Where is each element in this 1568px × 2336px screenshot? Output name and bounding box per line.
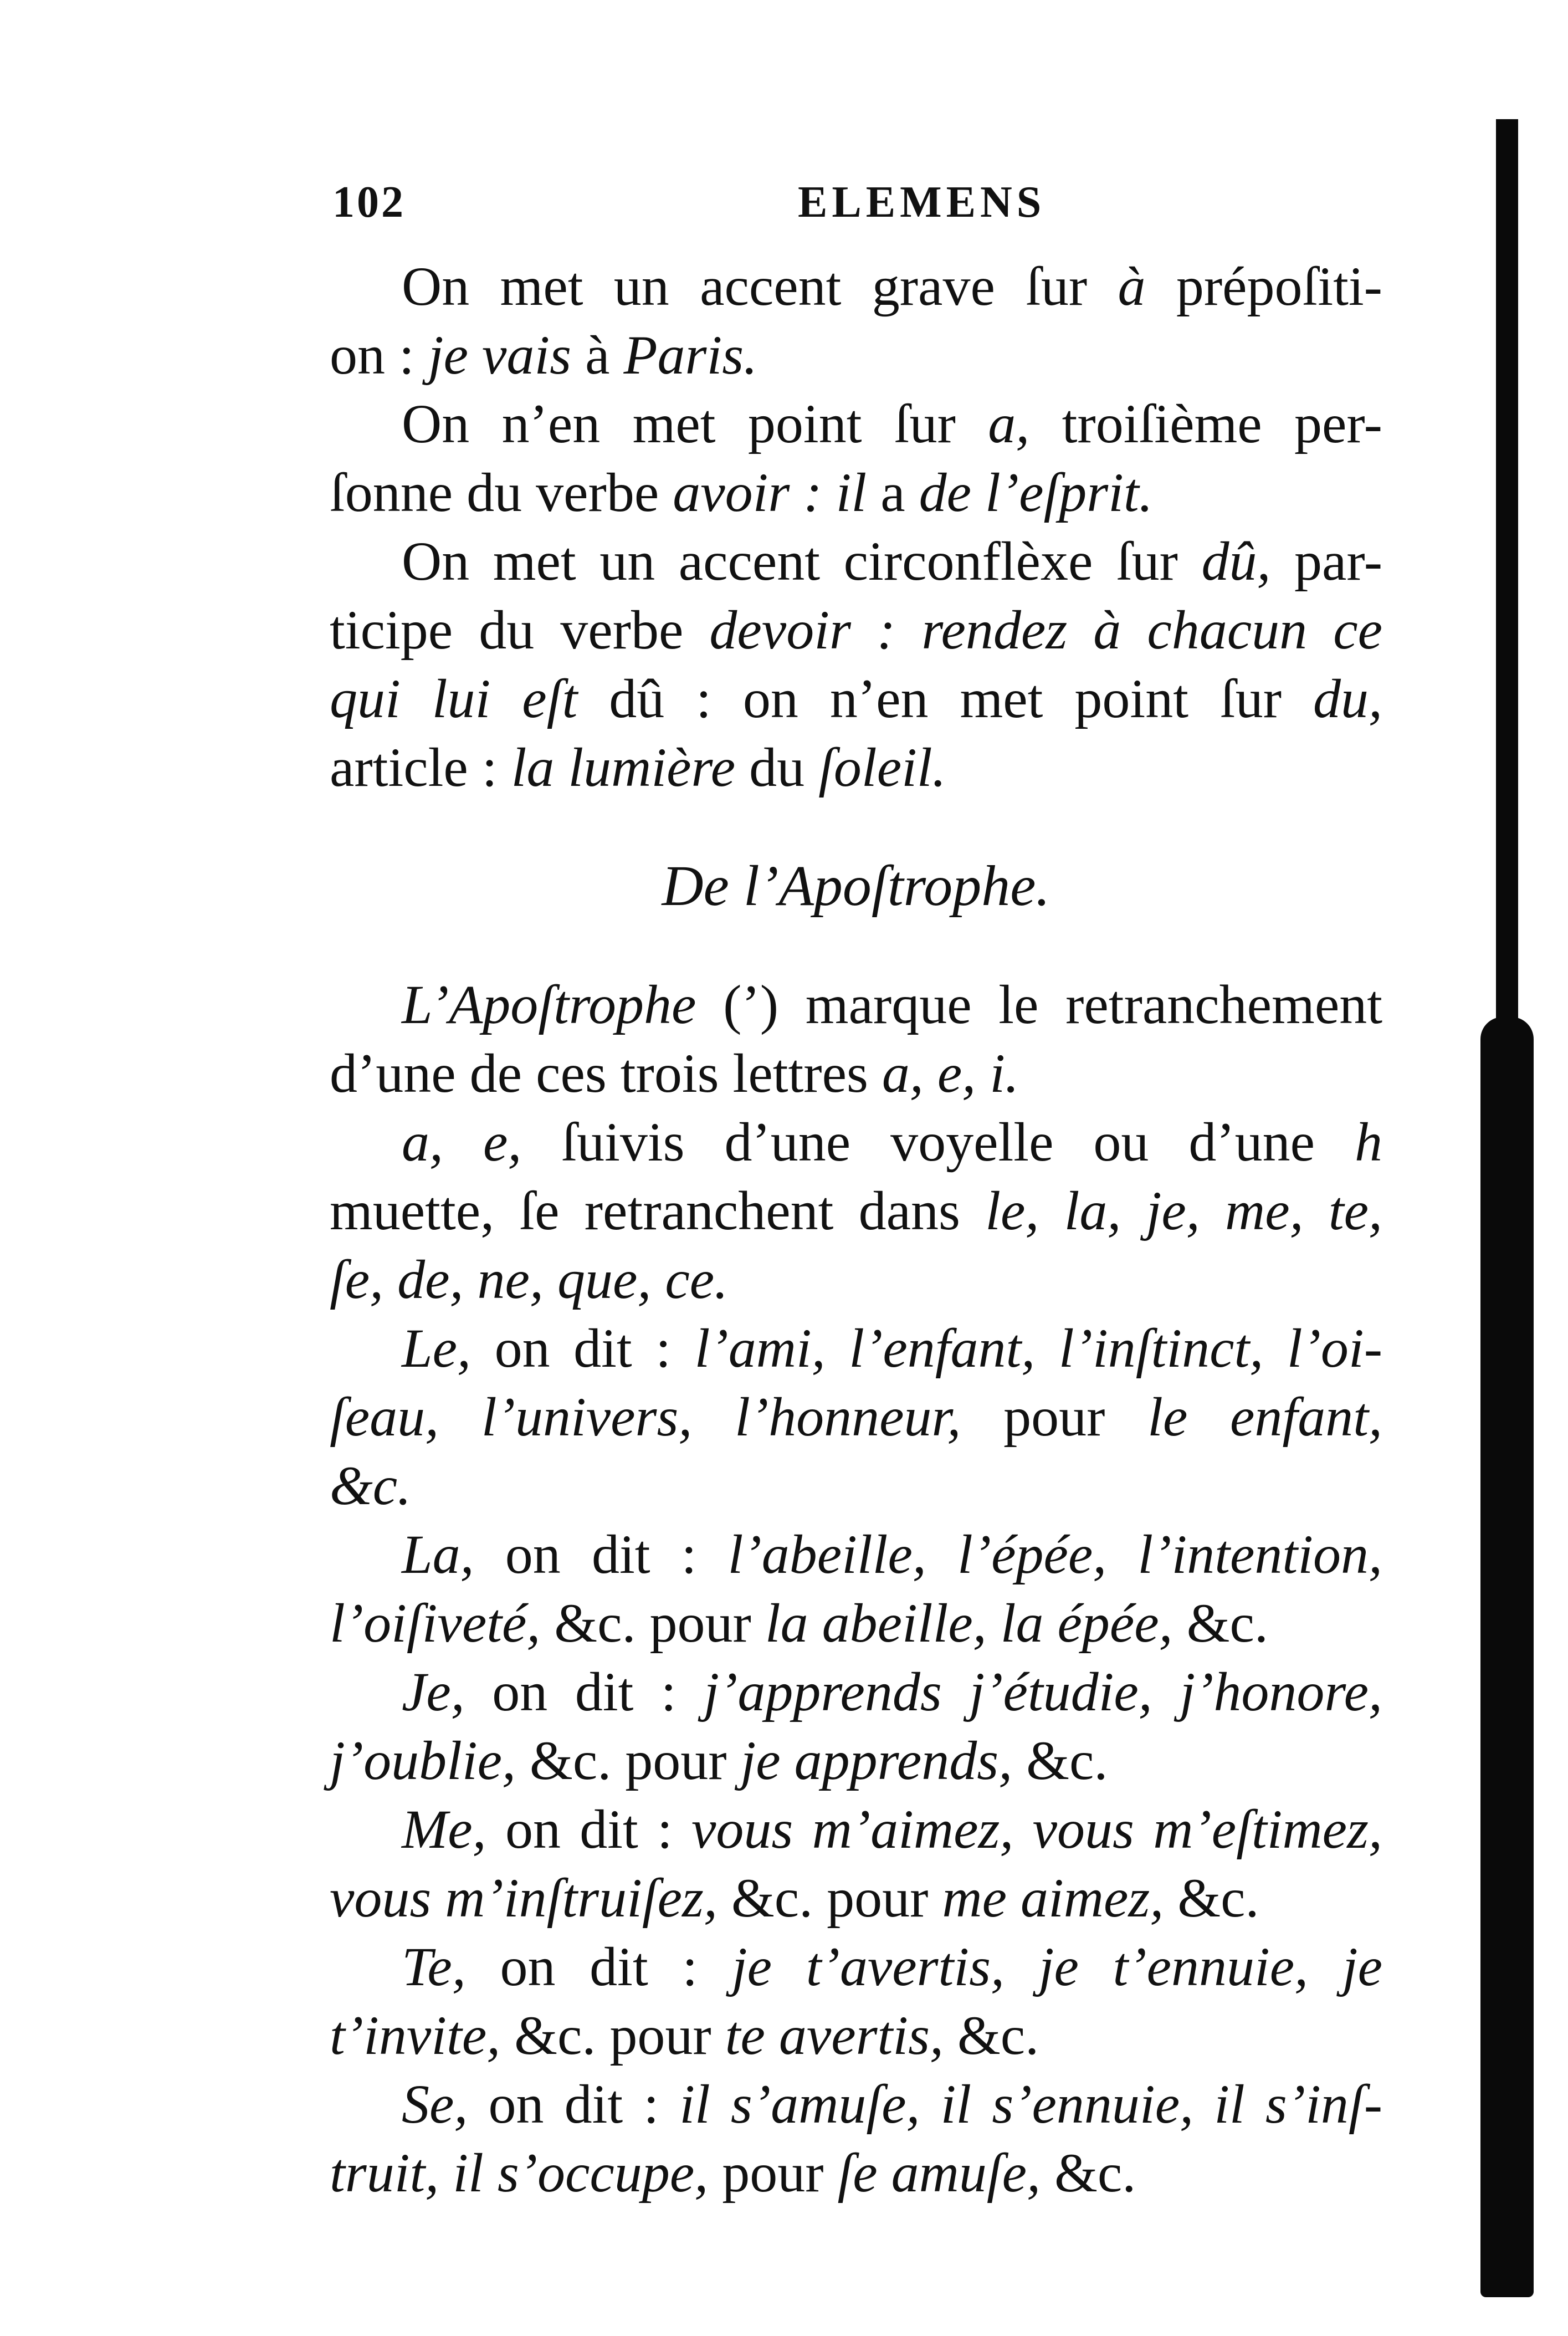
text-line [330,664,1382,733]
text-line [330,527,1382,596]
text-line [330,1451,1382,1520]
text-line [330,1658,1382,1726]
italic-text: avoir : il [673,462,867,523]
italic-text: à [1118,255,1146,317]
roman-text: a [867,462,919,523]
italic-text: devoir : rendez à chacun ce [709,599,1382,661]
italic-text: je apprends, [740,1730,1013,1791]
italic-text: dû, [1201,530,1271,592]
roman-text: &c. pour [516,1730,741,1791]
italic-text: ſeau, l’univers, l’honneur, [330,1386,961,1448]
text-line [330,2070,1382,2139]
roman-text: ſuivis d’une voyelle ou d’une [521,1111,1355,1173]
roman-text: &c. [1012,1730,1108,1791]
roman-text: &c. pour [500,2005,725,2066]
italic-text: la lumière [511,737,736,798]
roman-text: par- [1270,530,1383,592]
text-line [330,390,1382,458]
text-line [330,1589,1382,1658]
italic-text: l’oiſiveté, [330,1592,541,1654]
text-line [330,1795,1382,1864]
roman-text: on dit : [465,1936,732,1997]
roman-text: muette, ſe retranchent dans [330,1180,986,1241]
italic-text: a, e, i. [882,1042,1019,1104]
italic-text: il s’amuſe, il s’ennuie, il s’inſ- [679,2073,1382,2135]
roman-text: &c. pour [540,1592,765,1654]
roman-text: &c. pour [717,1867,942,1929]
text-line [330,252,1382,321]
italic-text: ſe, de, ne, que, ce. [330,1249,729,1310]
roman-text: on dit : [486,1798,692,1860]
italic-text: vous m’inſtruiſez, [330,1867,718,1929]
page-header [332,166,1357,238]
roman-text: ticipe du verbe [330,599,710,661]
roman-text: On met un accent grave ſur [402,255,1118,317]
text-line [330,458,1382,527]
roman-text: on dit : [468,2073,680,2135]
roman-text: article : [330,737,511,798]
text-line [330,321,1382,390]
roman-text: ſonne du verbe [330,462,673,523]
roman-text: du [735,737,819,798]
italic-text: l’abeille, l’épée, l’intention, [727,1524,1382,1585]
italic-text: ſoleil. [818,737,946,798]
text-line [330,2139,1382,2207]
italic-text: truit, il s’occupe, [330,2142,709,2204]
italic-text: Le, [402,1317,471,1379]
italic-text: Te, [402,1936,466,1997]
roman-text: on dit : [474,1524,728,1585]
italic-text: Se, [402,2073,468,2135]
roman-text: &c. [1041,2142,1136,2204]
italic-text: te avertis, [725,2005,944,2066]
italic-text: le enfant, [1147,1386,1383,1448]
italic-text: du, [1313,668,1382,729]
roman-text: troiſième per- [1029,393,1382,454]
italic-text: a, e, [402,1111,522,1173]
italic-text: t’invite, [330,2005,501,2066]
page-number: 102 [332,178,406,227]
roman-text: (’) marque le retranchement [696,974,1382,1035]
text-line [330,1177,1382,1245]
roman-text: on dit : [464,1661,704,1722]
section-heading: De l’Apoſtrophe. [662,854,1051,918]
roman-text: prépoſiti- [1145,255,1382,317]
running-title: ELEMENS [798,178,1046,227]
text-line [330,1314,1382,1383]
roman-text: On n’en met point ſur [402,393,988,454]
italic-text: je t’avertis, je t’ennuie, je [731,1936,1382,1997]
italic-text: L’Apoſtrophe [402,974,696,1035]
text-line [330,596,1382,664]
text-line [330,1933,1382,2001]
body-text [330,252,1382,2207]
italic-text: le, la, je, me, te, [985,1180,1382,1241]
text-line [330,1520,1382,1589]
text-line [330,2001,1382,2070]
italic-text: la abeille, la épée, [765,1592,1173,1654]
text-line [330,733,1382,802]
text-line [330,1864,1382,1933]
roman-text: &c. [944,2005,1039,2066]
italic-text: a, [988,393,1030,454]
italic-text: me aimez, [942,1867,1164,1929]
italic-text: ſe amuſe, [837,2142,1041,2204]
roman-text: on : [330,324,428,386]
italic-text: La, [402,1524,474,1585]
roman-text: pour [961,1386,1148,1448]
italic-text: &c. [330,1455,412,1516]
roman-text: pour [708,2142,838,2204]
roman-text: dû : on n’en met point ſur [577,668,1313,729]
italic-text: de l’eſprit. [919,462,1153,523]
roman-text: à [571,324,624,386]
italic-text: Me, [402,1798,486,1860]
italic-text: l’ami, l’enfant, l’inſtinct, l’oi- [694,1317,1382,1379]
italic-text: qui lui eſt [330,668,578,729]
roman-text: On met un accent circonflèxe ſur [402,530,1202,592]
roman-text: &c. [1164,1867,1259,1929]
text-line [330,970,1382,1039]
italic-text: je vais [428,324,572,386]
italic-text: vous m’aimez, vous m’eſtimez, [691,1798,1382,1860]
text-line [330,1383,1382,1451]
italic-text: j’apprends j’étudie, j’honore, [704,1661,1382,1722]
text-line [330,1039,1382,1108]
roman-text: &c. [1172,1592,1268,1654]
text-line [330,1245,1382,1314]
italic-text: j’oublie, [330,1730,516,1791]
text-line [330,1108,1382,1177]
italic-text: Je, [402,1661,465,1722]
roman-text: d’une de ces trois lettres [330,1042,882,1104]
book-gutter-shadow [1496,119,1518,2297]
italic-text: Paris. [623,324,758,386]
roman-text: on dit : [471,1317,695,1379]
text-line [330,1726,1382,1795]
italic-text: h [1355,1111,1382,1173]
